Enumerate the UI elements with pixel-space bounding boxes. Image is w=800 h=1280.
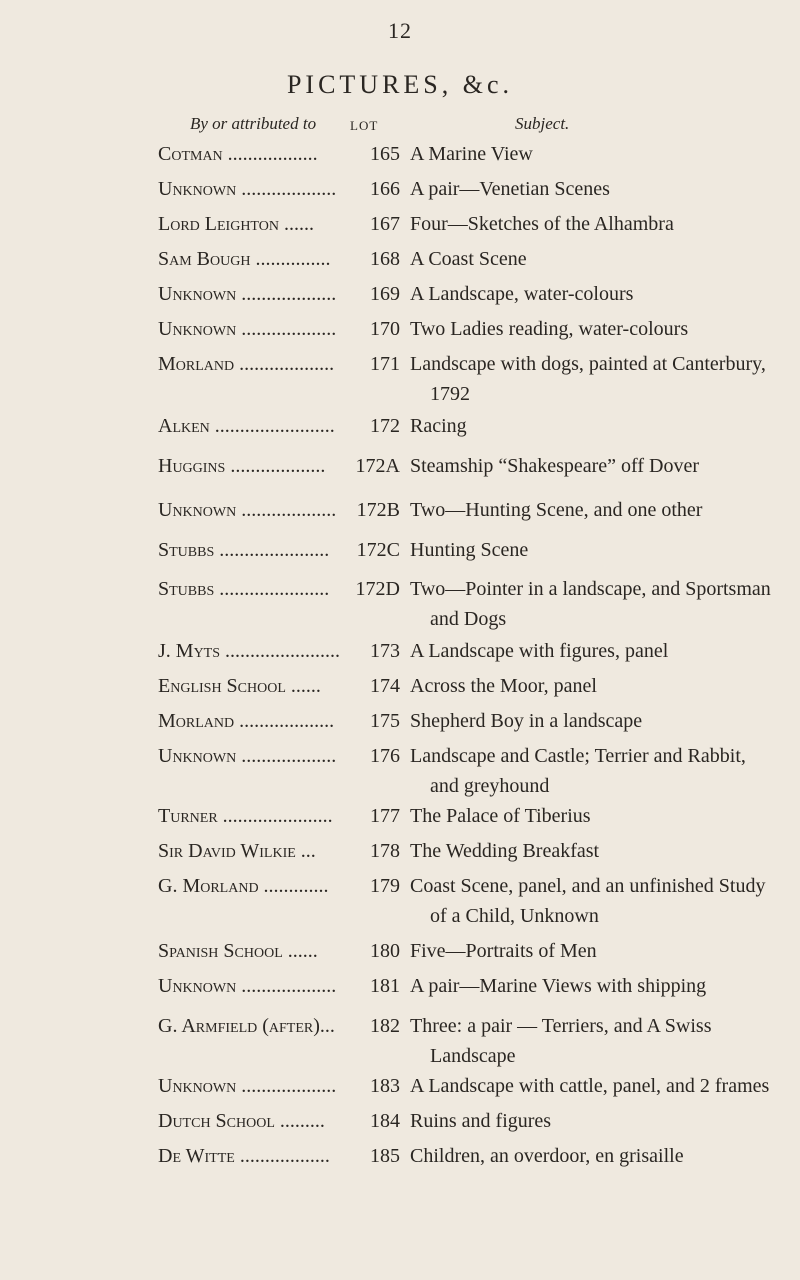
subject-text: Steamship “Shakespeare” off Dover xyxy=(410,455,699,477)
lot-number: 165 xyxy=(370,143,400,165)
artist-name: Sam Bough ............... xyxy=(158,248,331,270)
subject-continuation: and Dogs xyxy=(430,608,507,630)
subject-text: The Palace of Tiberius xyxy=(410,805,591,827)
subject-text: A Landscape with cattle, panel, and 2 frames xyxy=(410,1075,770,1097)
artist-name: De Witte .................. xyxy=(158,1145,330,1167)
lot-number: 176 xyxy=(370,745,400,767)
artist-name: Stubbs ...................... xyxy=(158,539,330,561)
artist-name: Unknown ................... xyxy=(158,975,337,997)
subject-text: A pair—Venetian Scenes xyxy=(410,178,610,200)
subject-text: A Coast Scene xyxy=(410,248,527,270)
lot-number: 180 xyxy=(370,940,400,962)
lot-number: 179 xyxy=(370,875,400,897)
subject-text: Across the Moor, panel xyxy=(410,675,597,697)
subject-text: Four—Sketches of the Alhambra xyxy=(410,213,674,235)
subject-text: Shepherd Boy in a landscape xyxy=(410,710,643,732)
lot-number: 172C xyxy=(356,539,400,561)
artist-name: Unknown ................... xyxy=(158,318,337,340)
lot-number: 174 xyxy=(370,675,400,697)
artist-name: Unknown ................... xyxy=(158,745,337,767)
artist-name: Stubbs ...................... xyxy=(158,578,330,600)
lot-number: 184 xyxy=(370,1110,400,1132)
lot-number: 182 xyxy=(370,1015,400,1037)
artist-name: Alken ........................ xyxy=(158,415,335,437)
subject-continuation: 1792 xyxy=(430,383,470,405)
lot-number: 181 xyxy=(370,975,400,997)
artist-name: Unknown ................... xyxy=(158,1075,337,1097)
lot-number: 167 xyxy=(370,213,400,235)
column-header-subject: Subject. xyxy=(515,114,570,133)
column-header-lot: LOT xyxy=(350,118,379,133)
subject-text: A Landscape with figures, panel xyxy=(410,640,669,662)
artist-name: Dutch School ......... xyxy=(158,1110,325,1132)
subject-text: Coast Scene, panel, and an unfinished Study xyxy=(410,875,766,897)
subject-text: Three: a pair — Terriers, and A Swiss xyxy=(410,1015,712,1037)
lot-number: 173 xyxy=(370,640,400,662)
artist-name: Huggins ................... xyxy=(158,455,326,477)
lot-number: 183 xyxy=(370,1075,400,1097)
subject-text: Five—Portraits of Men xyxy=(410,940,597,962)
artist-name: Cotman .................. xyxy=(158,143,318,165)
lot-number: 172D xyxy=(355,578,400,600)
lot-number: 172 xyxy=(370,415,400,437)
subject-text: Two—Pointer in a landscape, and Sportsman xyxy=(410,578,771,600)
page-heading: PICTURES, &c. xyxy=(286,70,514,99)
artist-name: Turner ...................... xyxy=(158,805,333,827)
column-header-artist: By or attributed to xyxy=(190,114,317,133)
artist-name: G. Armfield (after)... xyxy=(158,1015,335,1037)
lot-number: 185 xyxy=(370,1145,400,1167)
subject-text: Ruins and figures xyxy=(410,1110,552,1132)
subject-text: A pair—Marine Views with shipping xyxy=(410,975,707,997)
artist-name: J. Myts ....................... xyxy=(158,640,341,662)
lot-number: 177 xyxy=(370,805,400,827)
artist-name: Morland ................... xyxy=(158,353,335,375)
lot-number: 172B xyxy=(356,499,400,521)
lot-number: 169 xyxy=(370,283,400,305)
subject-text: Racing xyxy=(410,415,467,437)
artist-name: Unknown ................... xyxy=(158,283,337,305)
artist-name: Morland ................... xyxy=(158,710,335,732)
artist-name: Spanish School ...... xyxy=(158,940,318,962)
lot-number: 175 xyxy=(370,710,400,732)
artist-name: G. Morland ............. xyxy=(158,875,329,897)
subject-text: Children, an overdoor, en grisaille xyxy=(410,1145,684,1167)
artist-name: Lord Leighton ...... xyxy=(158,213,314,235)
subject-text: A Marine View xyxy=(410,143,533,165)
subject-text: Two Ladies reading, water-colours xyxy=(410,318,689,340)
artist-name: Sir David Wilkie ... xyxy=(158,840,316,862)
artist-name: Unknown ................... xyxy=(158,499,337,521)
page-number: 12 xyxy=(388,18,412,43)
subject-text: Landscape and Castle; Terrier and Rabbit, xyxy=(410,745,746,767)
lot-number: 170 xyxy=(370,318,400,340)
artist-name: English School ...... xyxy=(158,675,321,697)
subject-text: The Wedding Breakfast xyxy=(410,840,600,862)
lot-number: 171 xyxy=(370,353,400,375)
subject-text: A Landscape, water-colours xyxy=(410,283,634,305)
lot-number: 168 xyxy=(370,248,400,270)
subject-text: Two—Hunting Scene, and one other xyxy=(410,499,703,521)
subject-continuation: Landscape xyxy=(430,1045,516,1067)
subject-continuation: and greyhound xyxy=(430,775,550,797)
lot-number: 166 xyxy=(370,178,400,200)
lot-number: 178 xyxy=(370,840,400,862)
subject-text: Hunting Scene xyxy=(410,539,529,561)
subject-continuation: of a Child, Unknown xyxy=(430,905,599,927)
lot-number: 172A xyxy=(355,455,400,477)
subject-text: Landscape with dogs, painted at Canterbury, xyxy=(410,353,766,375)
artist-name: Unknown ................... xyxy=(158,178,337,200)
